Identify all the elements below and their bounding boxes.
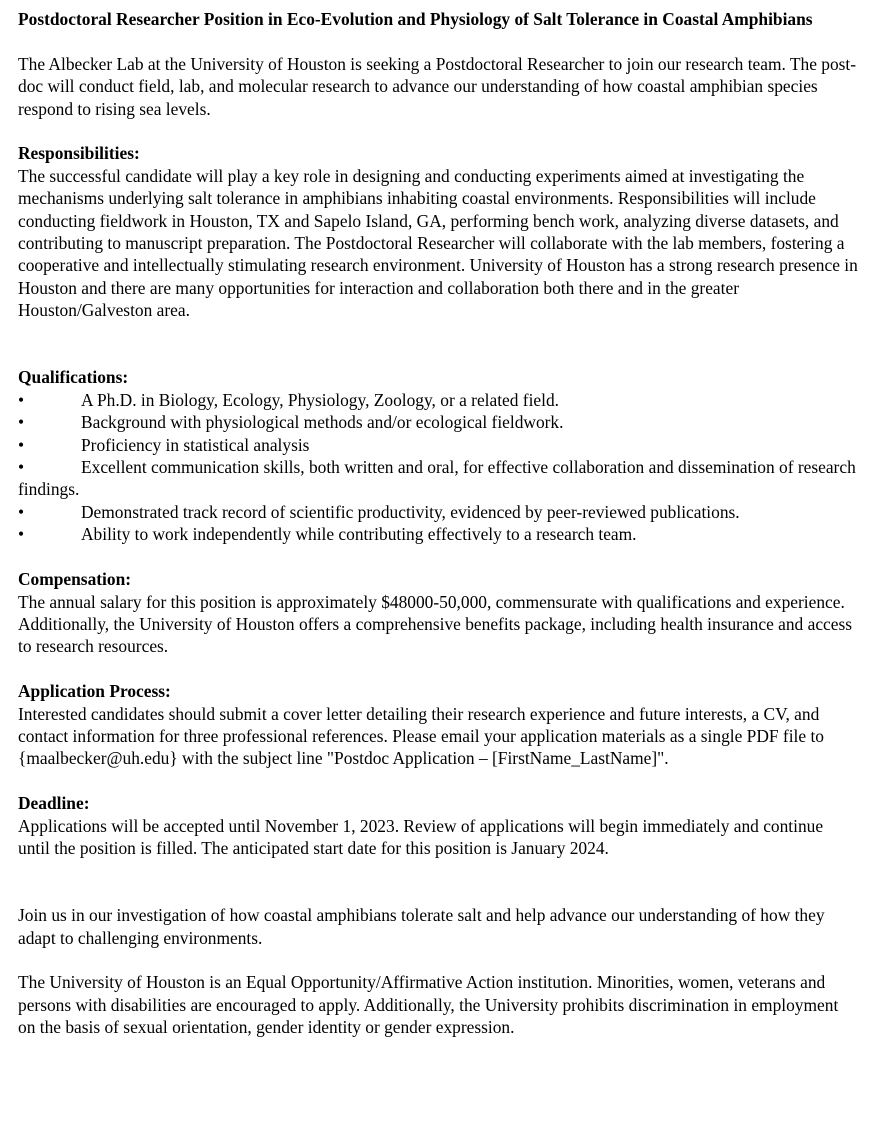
qualification-text: Background with physiological methods and/or ecological fieldwork.: [81, 412, 564, 433]
qualifications-heading: Qualifications:: [18, 367, 129, 388]
intro-paragraph: The Albecker Lab at the University of Houston is seeking a Postdoctoral Researcher to join our research team. The post-doc will conduct field, lab, and molecular research to advance our understanding of how coastal amphibian species respond to rising sea levels.: [18, 53, 857, 119]
bullet-icon: •: [18, 524, 25, 545]
list-item: [18, 501, 858, 523]
list-item: [18, 434, 858, 456]
spacer: [18, 30, 858, 52]
closing-paragraph: Join us in our investigation of how coastal amphibians tolerate salt and help advance our understanding of how they adapt to challenging environments.: [18, 905, 825, 948]
list-item: [18, 411, 858, 433]
bullet-icon: •: [18, 457, 25, 478]
qualification-text: Excellent communication skills, both written and oral, for effective collaboration and dissemination of research findings.: [18, 457, 856, 500]
bullet-icon: •: [18, 501, 25, 522]
list-item: [18, 523, 858, 545]
bullet-icon: •: [18, 389, 25, 410]
deadline-paragraph: Applications will be accepted until November 1, 2023. Review of applications will begin immediately and continue until the position is filled. The anticipated start date for this position is January 2024.: [18, 815, 824, 858]
application-heading: Application Process:: [18, 681, 171, 702]
eeo-statement: The University of Houston is an Equal Opportunity/Affirmative Action institution. Minorities, women, veterans and persons with disabilities are encouraged to apply. Additionally, the University prohibits discrimination in employment on the basis of sexual orientation, gender identity or gender expression.: [18, 972, 839, 1038]
deadline-heading: Deadline:: [18, 793, 90, 814]
spacer: [18, 949, 858, 971]
qualification-text: A Ph.D. in Biology, Ecology, Physiology, Zoology, or a related field.: [81, 389, 560, 410]
spacer: [18, 658, 858, 680]
document-title: Postdoctoral Researcher Position in Eco-Evolution and Physiology of Salt Tolerance in Coastal Amphibians: [18, 9, 813, 29]
spacer: [18, 546, 858, 568]
qualifications-list: [18, 389, 858, 546]
list-item: [18, 389, 858, 411]
bullet-icon: •: [18, 434, 25, 455]
spacer: [18, 859, 858, 904]
spacer: [18, 322, 858, 367]
bullet-icon: •: [18, 412, 25, 433]
responsibilities-paragraph: The successful candidate will play a key role in designing and conducting experiments aimed at investigating the mechanisms underlying salt tolerance in amphibians inhabiting coastal environments. Responsibilities will include conducting fieldwork in Houston, TX and Sapelo Island, GA, performing bench work, analyzing diverse datasets, and contributing to manuscript preparation. The Postdoctoral Researcher will collaborate with the lab members, fostering a cooperative and intellectually stimulating research environment. University of Houston has a strong research presence in Houston and there are many opportunities for interaction and collaboration both there and in the greater Houston/Galveston area.: [18, 165, 858, 321]
document-page: [18, 8, 858, 1039]
responsibilities-heading: Responsibilities:: [18, 143, 140, 164]
list-item: [18, 456, 858, 501]
application-paragraph: Interested candidates should submit a cover letter detailing their research experience and future interests, a CV, and contact information for three professional references. Please email your application materials as a single PDF file to {maalbecker@uh.edu} with the subject line "Postdoc Application – [FirstName_LastName]".: [18, 703, 824, 769]
compensation-heading: Compensation:: [18, 569, 132, 590]
spacer: [18, 120, 858, 142]
qualification-text: Demonstrated track record of scientific productivity, evidenced by peer-reviewed publications.: [81, 501, 740, 522]
spacer: [18, 770, 858, 792]
qualification-text: Proficiency in statistical analysis: [81, 434, 310, 455]
compensation-paragraph: The annual salary for this position is approximately $48000-50,000, commensurate with qualifications and experience. Additionally, the University of Houston offers a comprehensive benefits package, including health insurance and access to research resources.: [18, 591, 853, 657]
qualification-text: Ability to work independently while contributing effectively to a research team.: [81, 524, 637, 545]
